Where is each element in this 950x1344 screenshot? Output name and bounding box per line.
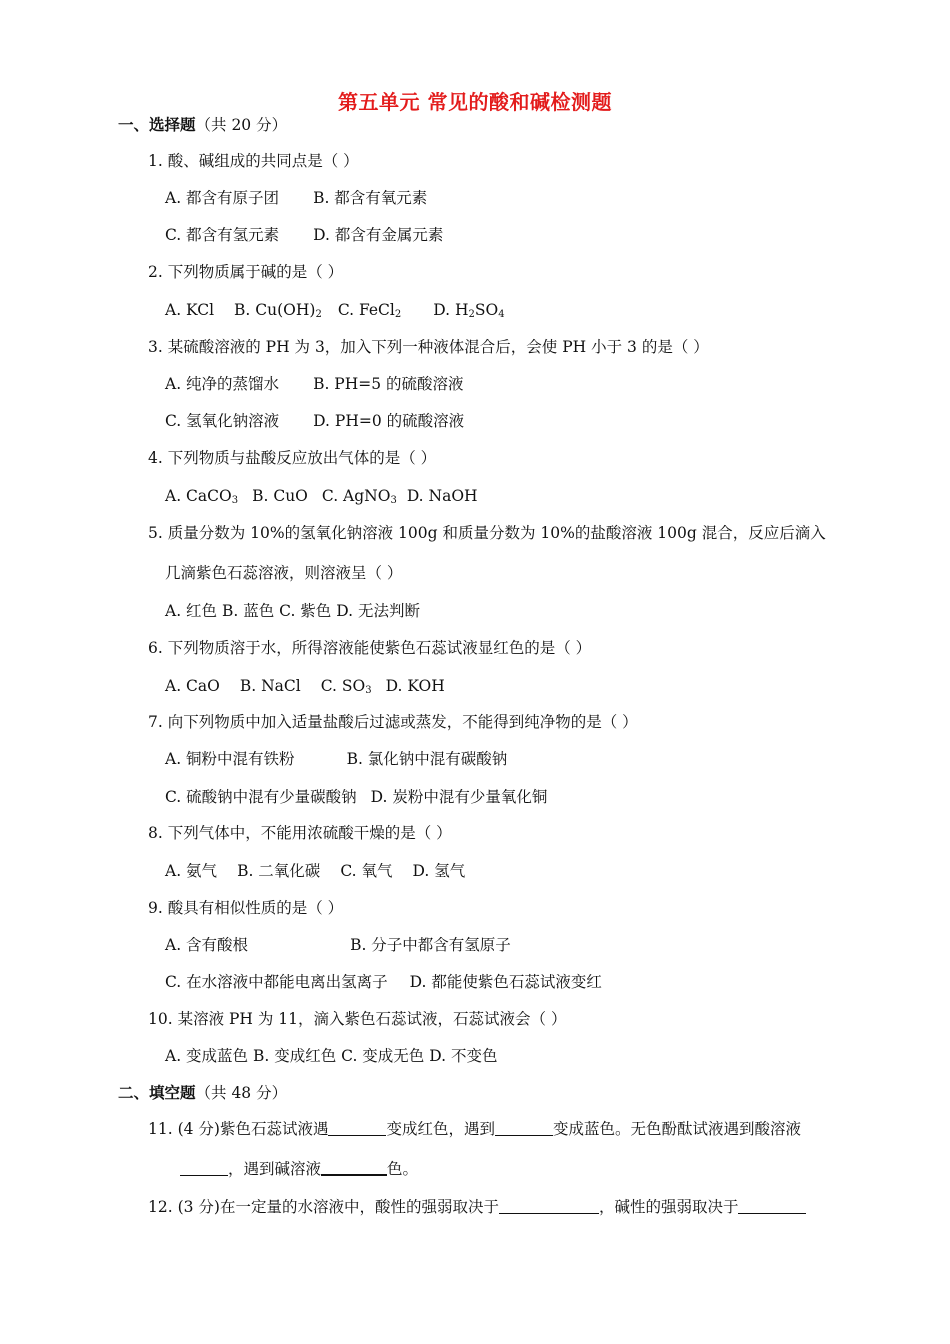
section-heading-choice: [118, 114, 287, 136]
question-6-stem: 6. 下列物质溶于水，所得溶液能使紫色石蕊试液显红色的是（ ）: [148, 639, 592, 657]
option-b: B. 分子中都含有氢原子: [350, 936, 511, 954]
option-a: A. 纯净的蒸馏水: [165, 375, 280, 393]
question-3-options-row2: [165, 410, 464, 432]
question-8-stem: 8. 下列气体中，不能用浓硫酸干燥的是（ ）: [148, 824, 452, 842]
option-c: C. FeCl$_2$: [337, 301, 402, 320]
question-7-options-row1: [165, 748, 507, 770]
question-10-stem: 10. 某溶液 PH 为 11，滴入紫色石蕊试液，石蕊试液会（ ）: [148, 1010, 567, 1028]
option-d: D. 都含有金属元素: [313, 226, 444, 244]
option-d: D. NaOH: [406, 487, 478, 505]
option-d: D. 氢气: [412, 862, 466, 880]
question-1-stem: 1. 酸、碱组成的共同点是（ ）: [148, 152, 359, 170]
option-a: A. CaO: [165, 677, 220, 695]
question-9-options-row2: [165, 971, 602, 993]
option-c: C. 硫酸钠中混有少量碳酸钠: [165, 788, 357, 806]
option-d: D. KOH: [385, 677, 445, 695]
question-8-options: [165, 860, 465, 882]
section-points: （共 20 分）: [195, 116, 288, 134]
question-5-stem: 5. 质量分数为 10%的氢氧化钠溶液 100g 和质量分数为 10%的盐酸溶液 100g 混合，反应后滴入: [148, 524, 826, 542]
question-7-options-row2: [165, 786, 547, 808]
option-a: A. CaCO$_3$: [165, 487, 239, 506]
option-b: B. CuO: [252, 487, 308, 505]
section-points: （共 48 分）: [195, 1084, 288, 1102]
question-11-line2: ，遇到碱溶液 色。: [180, 1158, 418, 1180]
answer-blank[interactable]: [499, 1198, 599, 1214]
option-a: A. 含有酸根: [165, 936, 249, 954]
answer-blank[interactable]: [328, 1120, 386, 1136]
question-10-options: A. 变成蓝色 B. 变成红色 C. 变成无色 D. 不变色: [165, 1047, 498, 1065]
option-b: B. 都含有氧元素: [313, 189, 428, 207]
question-9-options-row1: [165, 934, 511, 956]
question-11-line1: 11. (4 分)紫色石蕊试液遇 变成红色，遇到 变成蓝色。无色酚酞试液遇到酸溶液: [148, 1120, 801, 1138]
option-c: C. $SO_3$: [320, 677, 372, 696]
question-4-stem: 4. 下列物质与盐酸反应放出气体的是（ ）: [148, 449, 437, 467]
question-3-options-row1: [165, 373, 464, 395]
option-b: B. 氯化钠中混有碳酸钠: [346, 750, 508, 768]
question-3-stem: 3. 某硫酸溶液的 PH 为 3，加入下列一种液体混合后，会使 PH 小于 3 的是（ ）: [148, 338, 709, 356]
option-d: D. 炭粉中混有少量氧化铜: [370, 788, 548, 806]
question-6-options: [165, 675, 445, 697]
option-c: C. 氧气: [340, 862, 393, 880]
option-c: C. 在水溶液中都能电离出氢离子: [165, 973, 388, 991]
question-7-stem: 7. 向下列物质中加入适量盐酸后过滤或蒸发，不能得到纯净物的是（ ）: [148, 713, 638, 731]
question-2-stem: 2. 下列物质属于碱的是（ ）: [148, 263, 344, 281]
option-d: D. $H_2SO_4$: [433, 301, 505, 320]
section-label: 一、选择题: [118, 115, 196, 134]
question-4-options: [165, 485, 478, 507]
option-b: B. 二氧化碳: [237, 862, 321, 880]
option-a: A. 氨气: [165, 862, 218, 880]
answer-blank[interactable]: [321, 1159, 387, 1176]
option-b: B. $Cu(OH)_2$: [234, 301, 322, 320]
answer-blank[interactable]: [738, 1198, 806, 1214]
option-c: C. 氢氧化钠溶液: [165, 412, 280, 430]
option-a: A. 铜粉中混有铁粉: [165, 750, 295, 768]
option-c: C. 都含有氢元素: [165, 226, 280, 244]
question-5-stem-continued: 几滴紫色石蕊溶液，则溶液呈（ ）: [165, 564, 403, 582]
page-title: 第五单元 常见的酸和碱检测题: [338, 90, 612, 114]
option-b: B. NaCl: [239, 677, 301, 695]
question-5-options: A. 红色 B. 蓝色 C. 紫色 D. 无法判断: [165, 602, 420, 620]
option-b: B. PH=5 的硫酸溶液: [313, 375, 464, 393]
option-d: D. 都能使紫色石蕊试液变红: [409, 973, 602, 991]
option-c: C. AgNO$_3$: [321, 487, 397, 506]
option-a: A. 都含有原子团: [165, 189, 280, 207]
question-12-line1: 12. (3 分)在一定量的水溶液中，酸性的强弱取决于 ，碱性的强弱取决于: [148, 1196, 806, 1218]
question-2-options: [165, 299, 505, 321]
answer-blank[interactable]: [180, 1160, 228, 1176]
section-label: 二、填空题: [118, 1083, 196, 1102]
option-a: A. KCl: [165, 301, 215, 319]
option-d: D. PH=0 的硫酸溶液: [313, 412, 465, 430]
section-heading-fill-in: [118, 1082, 287, 1104]
question-1-options-row1: [165, 187, 427, 209]
answer-blank[interactable]: [495, 1120, 553, 1136]
question-9-stem: 9. 酸具有相似性质的是（ ）: [148, 899, 344, 917]
question-1-options-row2: [165, 224, 443, 246]
